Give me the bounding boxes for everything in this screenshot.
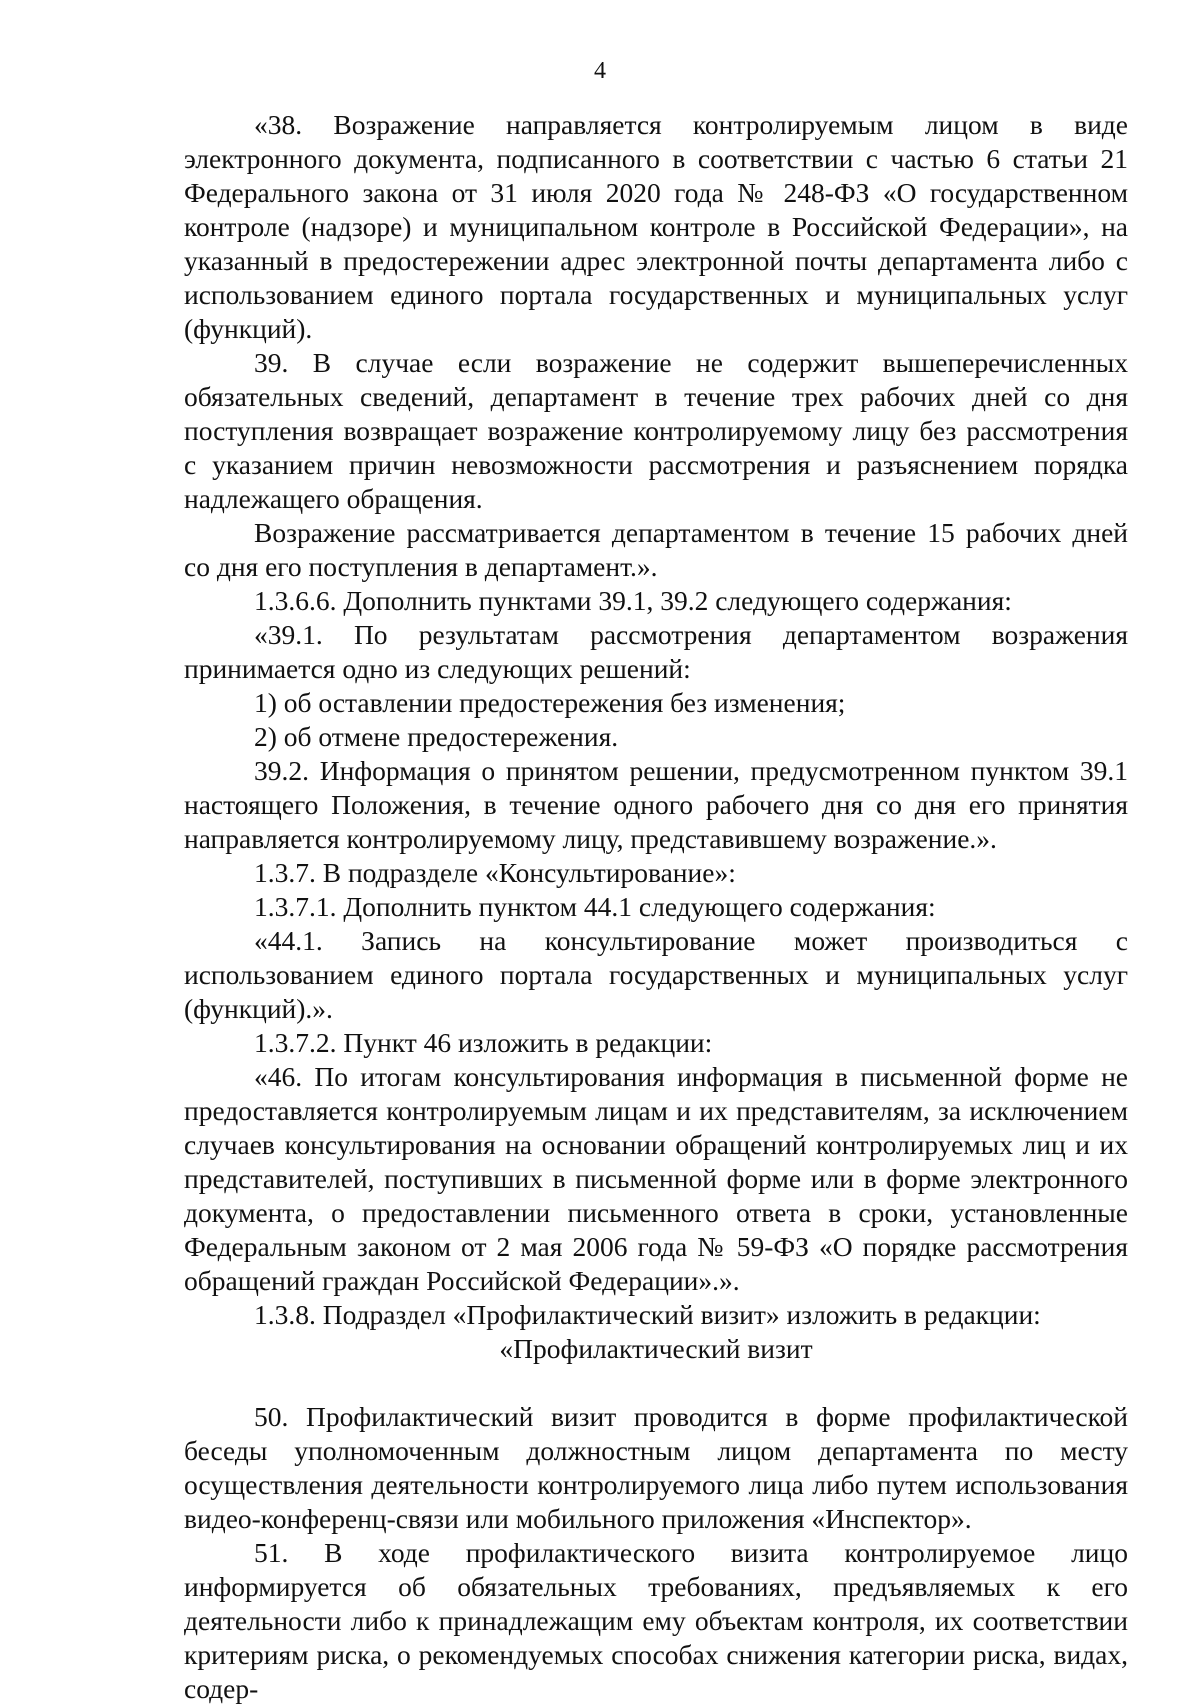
paragraph: 1.3.6.6. Дополнить пунктами 39.1, 39.2 следующего содержания:	[254, 585, 1012, 616]
page-number: 4	[594, 58, 606, 84]
paragraph: «38. Возражение направляется контролируемым лицом в виде электронного документа, подписанного в соответствии с частью 6 статьи 21 Федерального закона от 31 июля 2020 года № 248-ФЗ «О государственном контроле (надзоре) и муниципальном контроле в Российской Федерации», на указанный в предостережении адрес электронной почты департамента либо с использованием единого портала государственных и муниципальных услуг (функций).	[184, 109, 1128, 344]
paragraph: 1.3.7.2. Пункт 46 изложить в редакции:	[254, 1027, 713, 1058]
section-heading: «Профилактический визит	[499, 1333, 813, 1364]
paragraph: «46. По итогам консультирования информация в письменной форме не предоставляется контролируемым лицам и их представителям, за исключением случаев консультирования на основании обращений контролируемых лиц и их представителей, поступивших в письменной форме или в форме электронного документа, о предоставлении письменного ответа в сроки, установленные Федеральным законом от 2 мая 2006 года № 59-ФЗ «О порядке рассмотрения обращений граждан Российской Федерации».».	[184, 1061, 1128, 1296]
paragraph: 1.3.7. В подразделе «Консультирование»:	[254, 857, 736, 888]
paragraph: 1.3.7.1. Дополнить пунктом 44.1 следующего содержания:	[254, 891, 936, 922]
paragraph: «39.1. По результатам рассмотрения департаментом возражения принимается одно из следующих решений:	[184, 619, 1128, 684]
paragraph: 51. В ходе профилактического визита контролируемое лицо информируется об обязательных требованиях, предъявляемых к его деятельности либо к принадлежащим ему объектам контроля, их соответствии критериям риска, о рекомендуемых способах снижения категории риска, видах, содер-	[184, 1537, 1128, 1704]
paragraph: 39. В случае если возражение не содержит вышеперечисленных обязательных сведений, департамент в течение трех рабочих дней со дня поступления возвращает возражение контролируемому лицу без рассмотрения с указанием причин невозможности рассмотрения и разъяснением порядка надлежащего обращения.	[184, 347, 1128, 514]
paragraph: «44.1. Запись на консультирование может производиться с использованием единого портала государственных и муниципальных услуг (функций).».	[184, 925, 1128, 1024]
paragraph: 1.3.8. Подраздел «Профилактический визит» изложить в редакции:	[254, 1299, 1041, 1330]
document-body	[184, 108, 1128, 1706]
paragraph: 1) об оставлении предостережения без изменения;	[254, 687, 846, 718]
paragraph: Возражение рассматривается департаментом в течение 15 рабочих дней со дня его поступления в департамент.».	[184, 517, 1128, 582]
paragraph: 50. Профилактический визит проводится в форме профилактической беседы уполномоченным должностным лицом департамента по месту осуществления деятельности контролируемого лица либо путем использования видео-конференц-связи или мобильного приложения «Инспектор».	[184, 1401, 1128, 1534]
paragraph: 2) об отмене предостережения.	[254, 721, 619, 752]
paragraph: 39.2. Информация о принятом решении, предусмотренном пунктом 39.1 настоящего Положения, в течение одного рабочего дня со дня его принятия направляется контролируемому лицу, представившему возражение.».	[184, 755, 1128, 854]
